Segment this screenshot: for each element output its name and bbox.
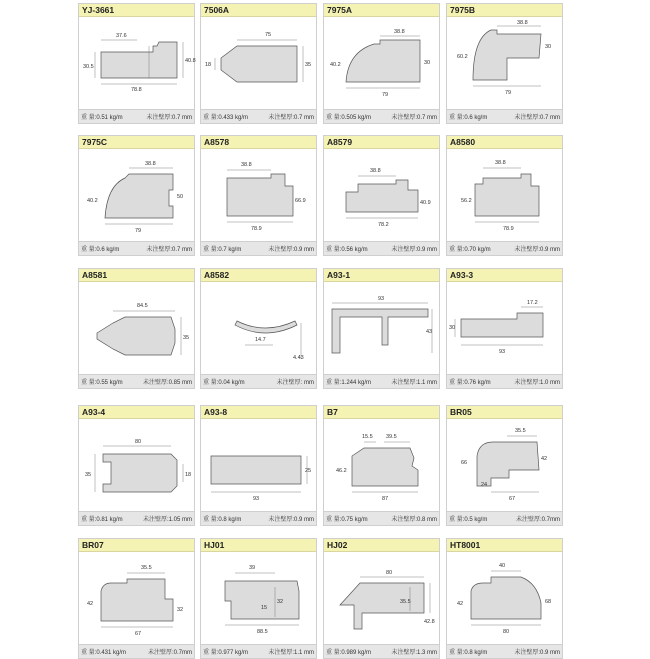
card-header [79,136,194,149]
weight-text: 重 量:0.5 kg/m [449,517,488,523]
dim-label: 80 [386,570,393,576]
weight-text: 重 量:0.75 kg/m [326,517,368,523]
dim-label: 35.5 [515,428,526,434]
card-header [79,539,194,552]
profile-code: 7506A [204,5,230,15]
card-header [447,539,562,552]
card-footer [79,109,194,123]
dim-label: 66 [461,460,468,466]
dim-label: 93 [253,496,260,502]
wall-text: 未注壁厚:0.9 mm [514,247,560,253]
dim-label: 39.5 [386,434,397,440]
dim-label: 40.2 [87,198,98,204]
profile-drawing [324,553,441,645]
wall-text: 未注壁厚:0.9 mm [268,247,314,253]
dim-label: 67 [509,496,516,502]
card-header [79,406,194,419]
profile-code: 7975A [327,5,353,15]
profile-card [200,405,317,526]
card-header [201,4,316,17]
profile-code: A93-3 [450,270,474,280]
wall-text: 未注壁厚:0.7 mm [391,115,437,121]
dim-label: 38.8 [145,161,156,167]
dim-label: 66.9 [295,198,306,204]
card-header [324,539,439,552]
dim-label: 79 [505,90,512,96]
dim-label: 15 [261,605,268,611]
card-footer [324,109,439,123]
dim-label: 24 [481,482,488,488]
profile-card [200,135,317,256]
card-footer [447,374,562,388]
weight-text: 重 量:0.51 kg/m [81,115,123,121]
wall-text: 未注壁厚:0.9 mm [391,247,437,253]
profile-card [78,135,195,256]
card-footer [447,511,562,525]
dim-label: 88.5 [257,629,268,635]
profile-card [200,268,317,389]
dim-label: 42 [457,601,464,607]
card-header [324,269,439,282]
weight-text: 重 量:0.55 kg/m [81,380,123,386]
dim-label: 60.2 [457,54,468,60]
card-footer [324,374,439,388]
dim-label: 68 [545,599,552,605]
dim-label: 80 [503,629,510,635]
card-footer [201,374,316,388]
profile-drawing [324,283,441,375]
profile-code: A8579 [327,137,353,147]
profile-card [200,538,317,659]
profile-drawing [447,553,564,645]
profile-code: A93-8 [204,407,228,417]
dim-label: 30.5 [83,64,94,70]
card-header [447,269,562,282]
profile-code: BR07 [82,540,104,550]
profile-drawing [324,150,441,242]
profile-drawing [201,18,318,110]
dim-label: 40.2 [330,62,341,68]
dim-label: 75 [265,32,272,38]
card-footer [324,241,439,255]
dim-label: 25 [305,468,312,474]
profile-code: B7 [327,407,338,417]
profile-code: A8578 [204,137,230,147]
dim-label: 30 [449,325,456,331]
card-footer [447,644,562,658]
dim-label: 32 [277,599,284,605]
profile-card [78,405,195,526]
wall-text: 未注壁厚:0.7mm [147,650,192,656]
dim-label: 42 [541,456,548,462]
profile-card [78,538,195,659]
profile-card [446,135,563,256]
card-header [324,136,439,149]
card-footer [201,109,316,123]
profile-drawing [79,18,196,110]
dim-label: 35.5 [400,599,411,605]
profile-drawing [79,553,196,645]
profile-drawing [201,420,318,512]
dim-label: 78.9 [503,226,514,232]
profile-card [446,405,563,526]
card-header [79,269,194,282]
dim-label: 35.5 [141,565,152,571]
dim-label: 42.8 [424,619,435,625]
weight-text: 重 量:0.56 kg/m [326,247,368,253]
card-header [79,4,194,17]
weight-text: 重 量:0.431 kg/m [81,650,127,656]
dim-label: 38.8 [495,160,506,166]
weight-text: 重 量:0.70 kg/m [449,247,491,253]
wall-text: 未注壁厚:0.7 mm [514,115,560,121]
dim-label: 40.9 [420,200,431,206]
dim-label: 32 [177,607,184,613]
weight-text: 重 量:0.7 kg/m [203,247,242,253]
weight-text: 重 量:0.6 kg/m [449,115,488,121]
dim-label: 38.8 [394,29,405,35]
wall-text: 未注壁厚:0.7 mm [146,115,192,121]
profile-card [323,3,440,124]
dim-label: 18 [185,472,192,478]
dim-label: 40.8 [185,58,196,64]
dim-label: 79 [382,92,389,98]
wall-text: 未注壁厚:0.7 mm [146,247,192,253]
dim-label: 84.5 [137,303,148,309]
card-footer [324,511,439,525]
card-header [447,136,562,149]
dim-label: 78.8 [131,87,142,93]
card-footer [324,644,439,658]
weight-text: 重 量:0.81 kg/m [81,517,123,523]
profile-code: A8581 [82,270,108,280]
profile-card [323,405,440,526]
profile-drawing [79,150,196,242]
dim-label: 42 [87,601,94,607]
profile-code: HJ02 [327,540,348,550]
weight-text: 重 量:0.505 kg/m [326,115,372,121]
weight-text: 重 量:0.8 kg/m [449,650,488,656]
card-header [201,539,316,552]
profile-card [78,268,195,389]
dim-label: 78.9 [251,226,262,232]
profile-code: 7975C [82,137,108,147]
profile-card [323,135,440,256]
wall-text: 未注壁厚:0.8 mm [391,517,437,523]
profile-code: BR05 [450,407,472,417]
dim-label: 40 [499,563,506,569]
profile-drawing [201,150,318,242]
profile-code: HJ01 [204,540,225,550]
card-header [447,4,562,17]
card-header [201,269,316,282]
card-header [447,406,562,419]
profile-code: YJ-3661 [82,5,115,15]
dim-label: 67 [135,631,142,637]
card-footer [79,644,194,658]
dim-label: 35 [183,335,190,341]
weight-text: 重 量:0.04 kg/m [203,380,245,386]
dim-label: 38.8 [241,162,252,168]
card-header [201,136,316,149]
dim-label: 35 [85,472,92,478]
card-footer [447,109,562,123]
dim-label: 79 [135,228,142,234]
dim-label: 39 [249,565,256,571]
wall-text: 未注壁厚:0.9 mm [514,650,560,656]
wall-text: 未注壁厚:0.7mm [515,517,560,523]
weight-text: 重 量:0.977 kg/m [203,650,249,656]
card-footer [201,511,316,525]
wall-text: 未注壁厚:1.0 mm [514,380,560,386]
profile-card [446,268,563,389]
card-footer [79,511,194,525]
dim-label: 30 [424,60,431,66]
wall-text: 未注壁厚:1.1 mm [391,380,437,386]
dim-label: 78.2 [378,222,389,228]
profile-code: A93-1 [327,270,351,280]
profile-drawing [324,18,441,110]
profile-drawing [324,420,441,512]
wall-text: 未注壁厚:1.3 mm [391,650,437,656]
dim-label: 18 [205,62,212,68]
weight-text: 重 量:0.433 kg/m [203,115,249,121]
wall-text: 未注壁厚:1.1 mm [268,650,314,656]
profile-code: A8582 [204,270,230,280]
profile-drawing [447,18,564,110]
weight-text: 重 量:0.989 kg/m [326,650,372,656]
profile-card [446,3,563,124]
weight-text: 重 量:0.76 kg/m [449,380,491,386]
wall-text: 未注壁厚:0.85 mm [142,380,192,386]
profile-card [78,3,195,124]
dim-label: 14.7 [255,337,266,343]
card-footer [79,374,194,388]
profile-drawing [79,283,196,375]
dim-label: 93 [378,296,385,302]
dim-label: 46.2 [336,468,347,474]
card-header [324,406,439,419]
profile-drawing [447,420,564,512]
dim-label: 80 [135,439,142,445]
wall-text: 未注壁厚:0.7 mm [268,115,314,121]
profile-drawing [201,553,318,645]
dim-label: 43 [426,329,433,335]
dim-label: 17.2 [527,300,538,306]
profile-code: A93-4 [82,407,106,417]
card-header [324,4,439,17]
profile-drawing [79,420,196,512]
profile-card [200,3,317,124]
dim-label: 30 [545,44,552,50]
profile-code: A8580 [450,137,476,147]
profile-code: 7975B [450,5,476,15]
dim-label: 93 [499,349,506,355]
dim-label: 38.8 [370,168,381,174]
profile-drawing [447,150,564,242]
profile-drawing [201,283,318,375]
dim-label: 37.6 [116,33,127,39]
wall-text: 未注壁厚: mm [276,380,314,386]
weight-text: 重 量:0.6 kg/m [81,247,120,253]
card-footer [447,241,562,255]
profile-card [323,268,440,389]
wall-text: 未注壁厚:1.05 mm [142,517,192,523]
dim-label: 38.8 [517,20,528,26]
card-footer [201,241,316,255]
card-header [201,406,316,419]
dim-label: 50 [177,194,184,200]
dim-label: 15.5 [362,434,373,440]
dim-label: 4.43 [293,355,304,361]
profile-card [323,538,440,659]
dim-label: 56.2 [461,198,472,204]
weight-text: 重 量:1.244 kg/m [326,380,372,386]
card-footer [201,644,316,658]
dim-label: 35 [305,62,312,68]
profile-code: HT8001 [450,540,481,550]
card-footer [79,241,194,255]
wall-text: 未注壁厚:0.9 mm [268,517,314,523]
dim-label: 87 [382,496,389,502]
weight-text: 重 量:0.8 kg/m [203,517,242,523]
profile-card [446,538,563,659]
profile-drawing [447,283,564,375]
